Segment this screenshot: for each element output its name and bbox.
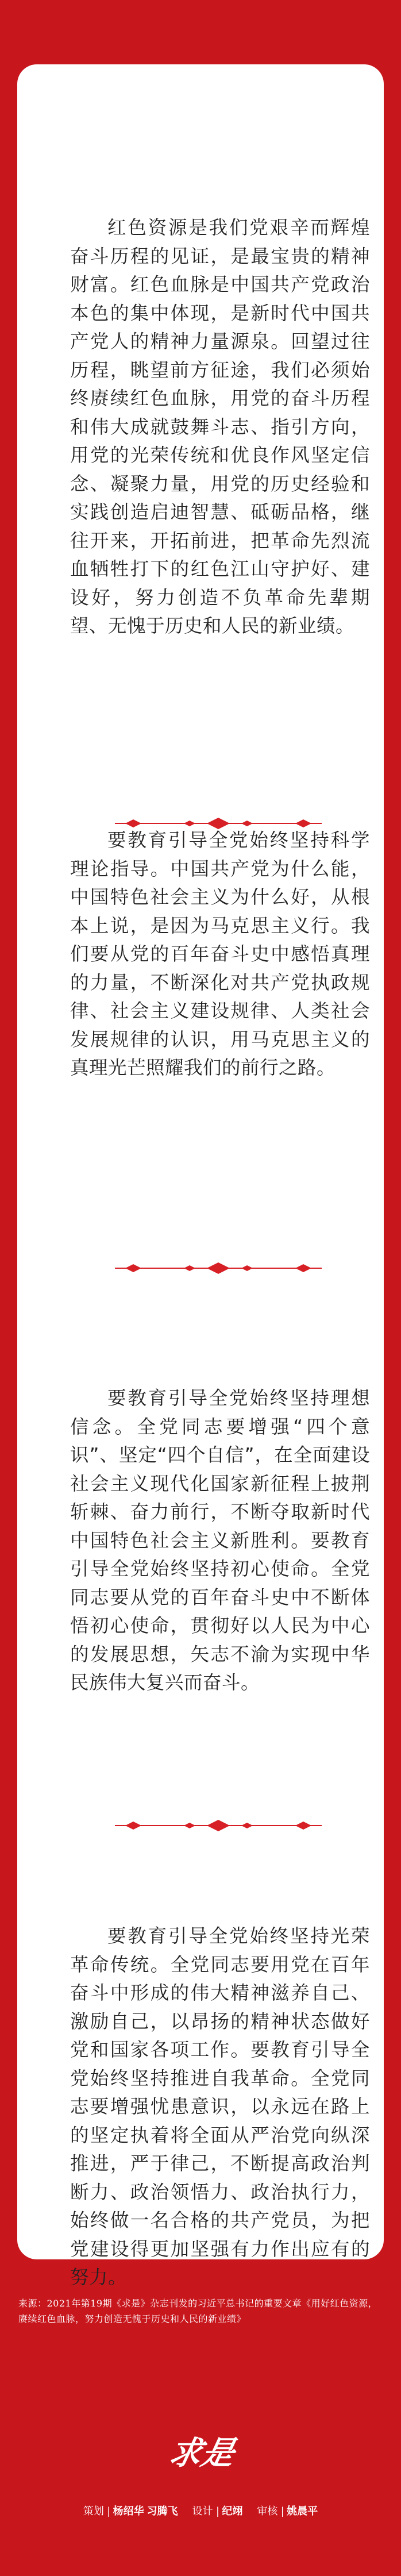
review-label: 审核	[257, 2505, 278, 2517]
paragraph-4: 要教育引导全党始终坚持光荣革命传统。全党同志要用党在百年奋斗中形成的伟大精神滋养自己、激励自己，以昂扬的精神状态做好党和国家各项工作。要教育引导全党始终坚持推进自我革命。全党同志要增强忧患意识，以永远在路上的坚定执着将全面从严治党向纵深推进，严于律己，不断提高政治判断力、政治领悟力、政治执行力，始终做一名合格的共产党员，为把党建设得更加坚强有力作出应有的努力。	[70, 1925, 370, 2288]
article-card	[17, 64, 384, 2288]
paragraph-2: 要教育引导全党始终坚持科学理论指导。中国共产党为什么能，中国特色社会主义为什么好，从根本上说，是因为马克思主义行。我们要从党的百年奋斗史中感悟真理的力量，不断深化对共产党执政规律、社会主义建设规律、人类社会发展规律的认识，用马克思主义的真理光芒照耀我们的前行之路。	[70, 829, 370, 1079]
paragraph-3: 要教育引导全党始终坚持理想信念。全党同志要增强“四个意识”、坚定“四个自信”，在全面建设社会主义现代化国家新征程上披荆斩棘、奋力前行，不断夺取新时代中国特色社会主义新胜利。要教育引导全党始终坚持初心使命。全党同志要从党的百年奋斗史中不断体悟初心使命，贯彻好以人民为中心的发展思想，矢志不渝为实现中华民族伟大复兴而奋斗。	[70, 1387, 370, 1693]
label-separator: |	[281, 2505, 284, 2517]
review-name: 姚晨平	[287, 2505, 318, 2517]
design-label: 设计	[192, 2505, 213, 2517]
ornament-divider-icon	[115, 1817, 322, 1834]
label-separator: |	[216, 2505, 219, 2517]
paragraph-1: 红色资源是我们党艰辛而辉煌奋斗历程的见证，是最宝贵的精神财富。红色血脉是中国共产党政治本色的集中体现，是新时代中国共产党人的精神力量源泉。回望过往历程，眺望前方征途，我们必须始终赓续红色血脉，用党的奋斗历程和伟大成就鼓舞斗志、指引方向，用党的光荣传统和优良作风坚定信念、凝聚力量，用党的历史经验和实践创造启迪智慧、砥砺品格，继往开来，开拓前进，把革命先烈流血牺牲打下的红色江山守护好、建设好，努力创造不负革命先辈期望、无愧于历史和人民的新业绩。	[70, 217, 370, 637]
credits-line	[0, 2503, 401, 2518]
label-separator: |	[107, 2505, 110, 2517]
ornament-divider-icon	[115, 1260, 322, 1277]
planning-names: 杨绍华 习腾飞	[113, 2505, 178, 2517]
planning-label: 策划	[83, 2505, 104, 2517]
source-note: 来源：2021年第19期《求是》杂志刊发的习近平总书记的重要文章《用好红色资源，赓续红色血脉，努力创造无愧于历史和人民的新业绩》	[18, 2298, 378, 2324]
svg-text:求是: 求是	[165, 2434, 238, 2472]
design-name: 纪翊	[222, 2505, 243, 2517]
qiushi-logo	[161, 2419, 241, 2482]
